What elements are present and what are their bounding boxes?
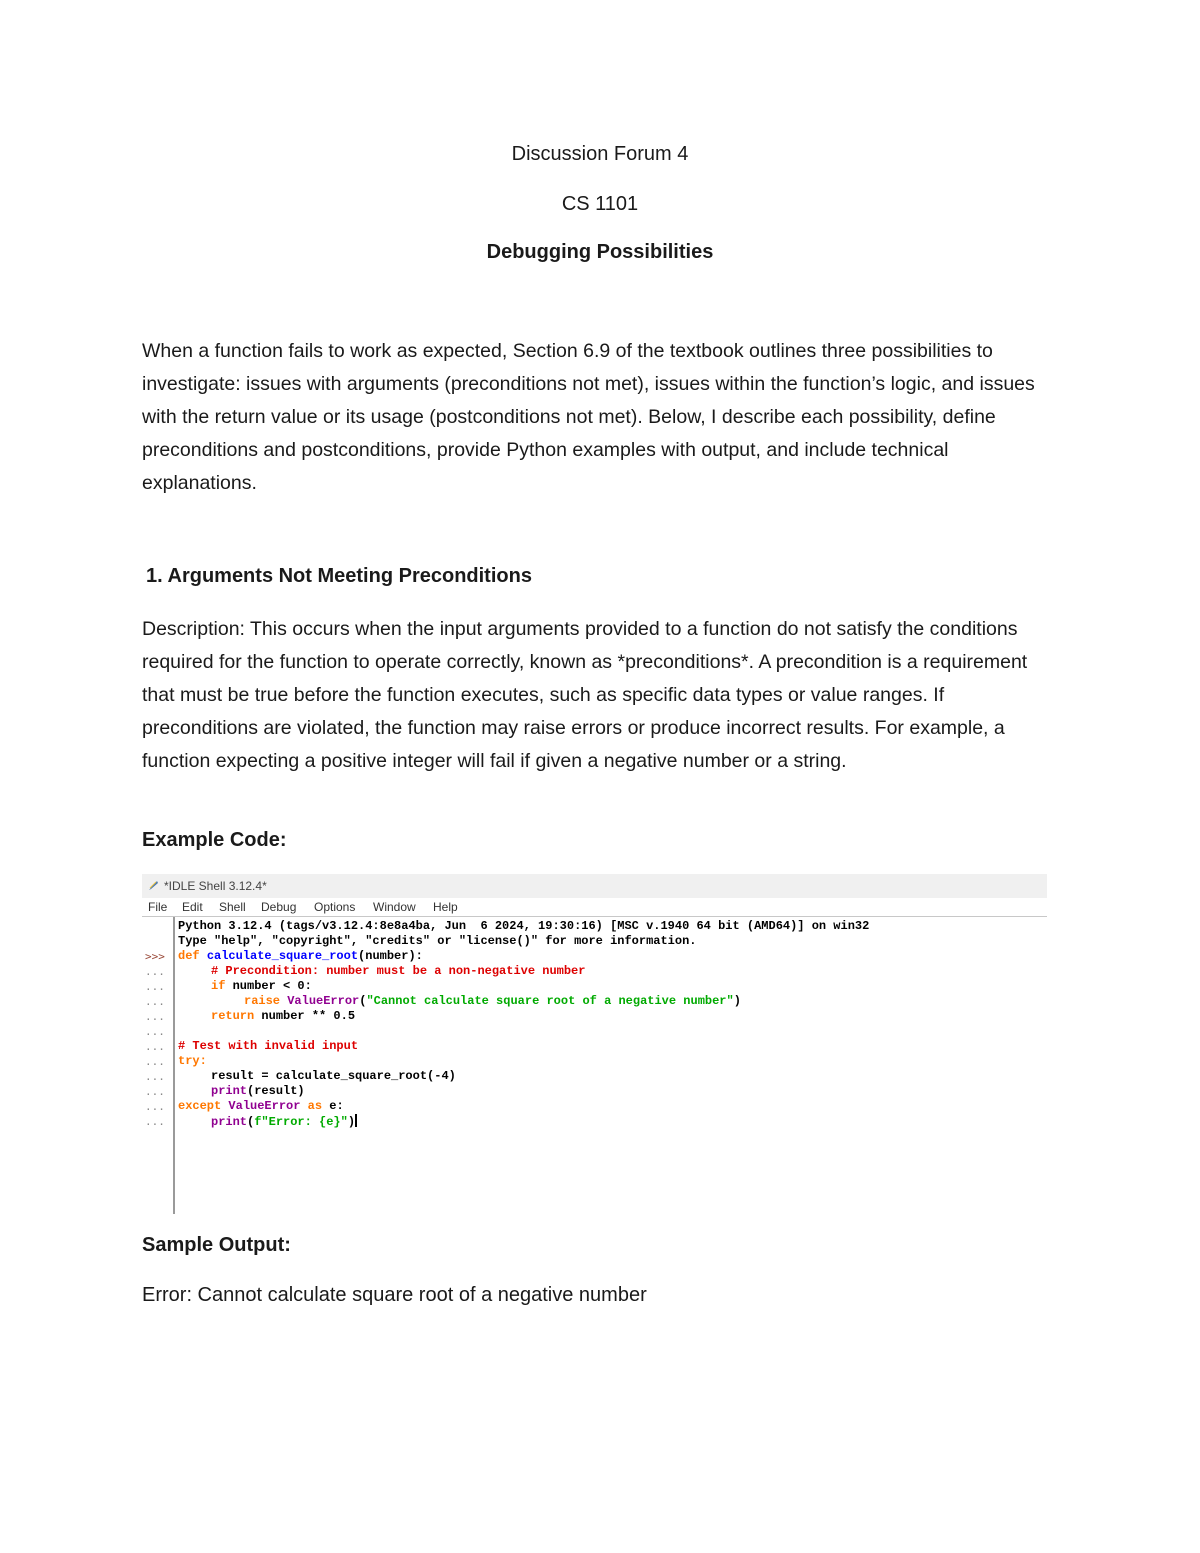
menu-shell[interactable]: Shell <box>219 900 246 914</box>
continuation-marker: ... <box>145 1055 165 1068</box>
continuation-marker: ... <box>145 1115 165 1128</box>
code-comment: # Precondition: number must be a non-negative number <box>211 964 586 978</box>
prompt-marker: >>> <box>145 950 165 963</box>
code-line: result = calculate_square_root(-4) <box>211 1069 456 1083</box>
sample-output-text: Error: Cannot calculate square root of a negative number <box>142 1284 647 1306</box>
continuation-marker: ... <box>145 1010 165 1023</box>
continuation-marker: ... <box>145 965 165 978</box>
sample-output-heading: Sample Output: <box>142 1234 291 1256</box>
intro-paragraph: When a function fails to work as expected, Section 6.9 of the textbook outlines three possibilities to investigate: issues with arguments (preconditions not met), issues within the function’s logic, and issues with the return value or its usage (postconditions not met). Below, I describe each possibility, define preconditions and postconditions, provide Python examples with output, and include technical explanations. <box>142 340 1035 494</box>
continuation-marker: ... <box>145 995 165 1008</box>
example-code-heading: Example Code: <box>142 829 287 851</box>
menu-debug[interactable]: Debug <box>261 900 297 914</box>
idle-window-title: *IDLE Shell 3.12.4* <box>164 879 267 893</box>
code-comment: # Test with invalid input <box>178 1039 359 1053</box>
idle-titlebar <box>142 874 1047 898</box>
continuation-marker: ... <box>145 1070 165 1083</box>
code-line: print(f"Error: {e}") <box>211 1115 356 1129</box>
document-subtitle: Debugging Possibilities <box>486 241 714 263</box>
python-feather-icon <box>147 879 159 891</box>
continuation-marker: ... <box>145 1040 165 1053</box>
code-line: try: <box>178 1054 207 1068</box>
menu-options[interactable]: Options <box>314 900 356 914</box>
menu-edit[interactable]: Edit <box>182 900 203 914</box>
code-line: if number < 0: <box>211 979 312 993</box>
shell-prompt-gutter <box>142 917 175 1214</box>
code-line: except ValueError as e: <box>178 1099 344 1113</box>
continuation-marker: ... <box>145 1025 165 1038</box>
idle-menubar <box>142 898 1047 917</box>
code-line: raise ValueError("Cannot calculate square root of a negative number") <box>244 994 741 1008</box>
code-line: return number ** 0.5 <box>211 1009 356 1023</box>
code-line: def calculate_square_root(number): <box>178 949 423 963</box>
menu-file[interactable]: File <box>148 900 168 914</box>
banner-line: Python 3.12.4 (tags/v3.12.4:8e8a4ba, Jun 6 2024, 19:30:16) [MSC v.1940 64 bit (AMD64)] on win32 <box>178 919 870 933</box>
banner-line: Type "help", "copyright", "credits" or "license()" for more information. <box>178 934 697 948</box>
text-cursor <box>355 1114 357 1127</box>
section-heading: 1. Arguments Not Meeting Preconditions <box>146 565 532 587</box>
idle-shell-screenshot <box>142 874 1047 1214</box>
menu-help[interactable]: Help <box>433 900 458 914</box>
continuation-marker: ... <box>145 1100 165 1113</box>
continuation-marker: ... <box>145 1085 165 1098</box>
description-paragraph: Description: This occurs when the input arguments provided to a function do not satisfy the conditions required for the function to operate correctly, known as *preconditions*. A precondition is a requirement that must be true before the function executes, such as specific data types or value ranges. If preconditions are violated, the function may raise errors or produce incorrect results. For example, a function expecting a positive integer will fail if given a negative number or a string. <box>142 618 1028 772</box>
code-line: print(result) <box>211 1084 305 1098</box>
course-code: CS 1101 <box>561 193 639 215</box>
continuation-marker: ... <box>145 980 165 993</box>
document-title: Discussion Forum 4 <box>511 143 689 165</box>
menu-window[interactable]: Window <box>373 900 416 914</box>
